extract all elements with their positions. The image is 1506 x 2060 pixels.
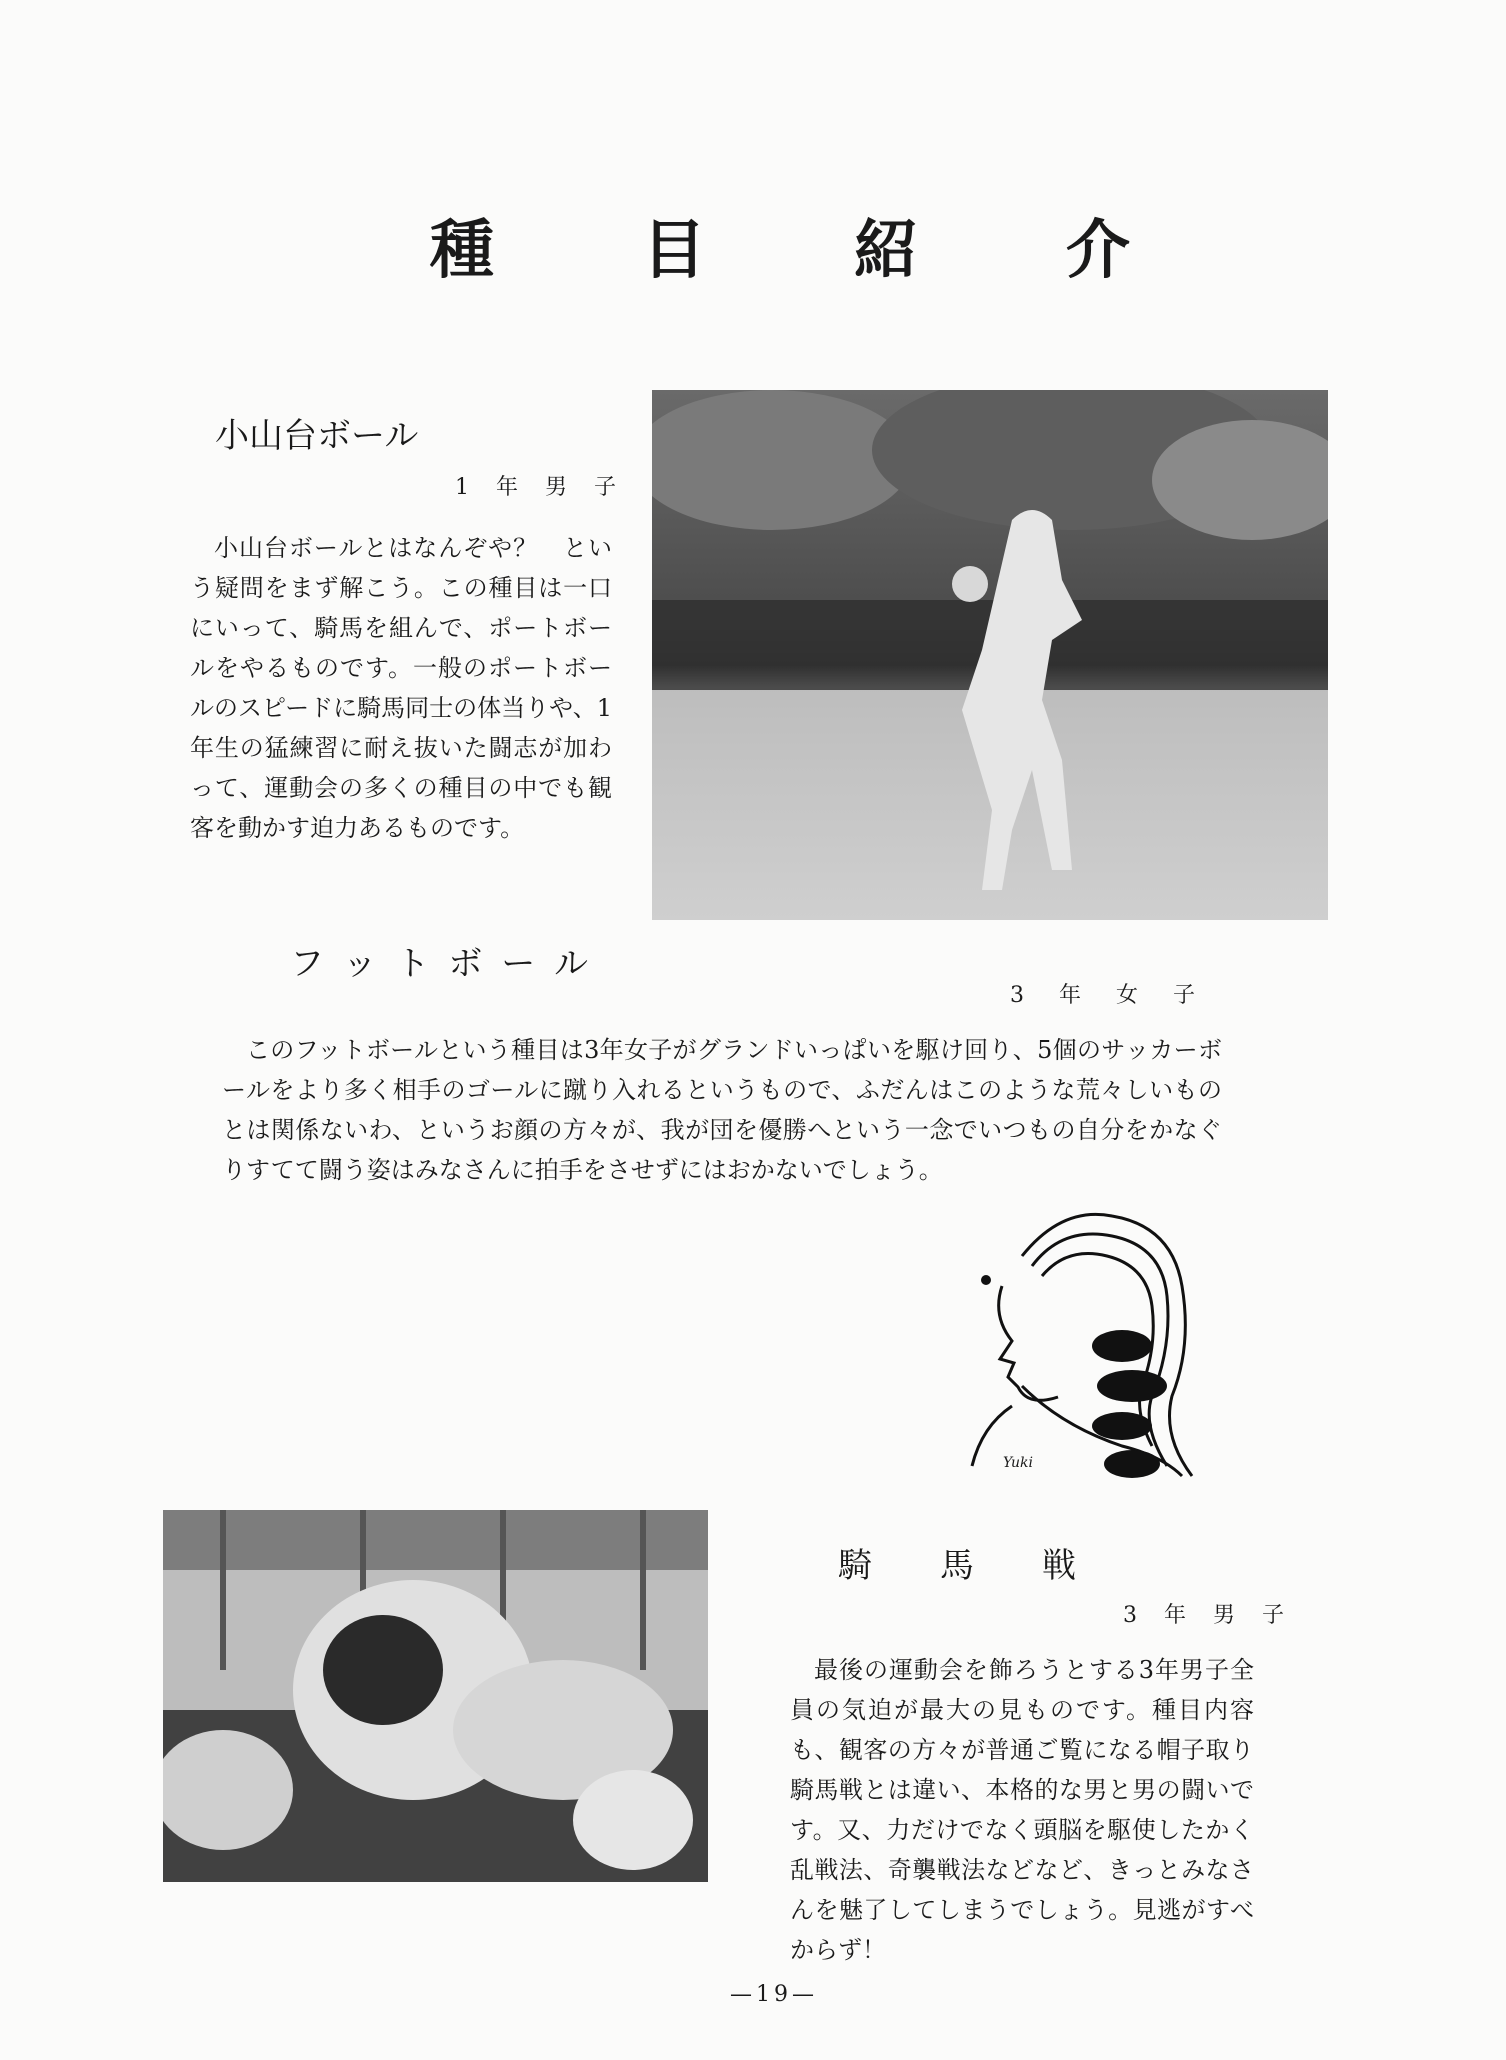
kibasen-photo [163, 1510, 708, 1882]
page-title-char: 介 [1066, 213, 1130, 288]
illustration-signature: Yuki [1003, 1455, 1034, 1471]
page-title-char: 目 [642, 213, 706, 288]
koyamadai-ball-grade: 1 年 男 子 [455, 475, 626, 500]
page-title [430, 200, 1130, 290]
page-title-char: 紹 [854, 213, 918, 288]
koyamadai-ball-photo [652, 390, 1328, 920]
football-grade: 3 年 女 子 [1010, 983, 1209, 1008]
football-body: このフットボールという種目は3年女子がグランドいっぱいを駆け回り、5個のサッカーボールをより多く相手のゴールに蹴り入れるというもので、ふだんはこのような荒々しいものとは関係ないわ、というお顔の方々が、我が団を優勝へという一念でいつもの自分をかなぐりすてて闘う姿はみなさんに拍手をさせずにはおかないでしょう。 [222, 1036, 1222, 1184]
kibasen-grade: 3 年 男 子 [1123, 1603, 1294, 1628]
football-title: フ ッ ト ボ ー ル [290, 944, 593, 984]
page-title-char: 種 [430, 213, 494, 288]
page-number: —19— [730, 1982, 818, 2007]
koyamadai-ball-body: 小山台ボールとはなんぞや？ という疑問をまず解こう。この種目は一口にいって、騎馬を組んで、ポートボールをやるものです。一般のポートボールのスピードに騎馬同士の体当りや、1年生の猛練習に耐え抜いた闘志が加わって、運動会の多くの種目の中でも観客を動かす迫力あるものです。 [190, 534, 612, 842]
koyamadai-ball-title: 小山台ボール [215, 416, 419, 456]
kibasen-title: 騎 馬 戦 [838, 1546, 1076, 1586]
woman-profile-illustration [962, 1196, 1212, 1496]
kibasen-body: 最後の運動会を飾ろうとする3年男子全員の気迫が最大の見ものです。種目内容も、観客の方々が普通ご覧になる帽子取り騎馬戦とは違い、本格的な男と男の闘いです。又、力だけでなく頭脳を駆使したかく乱戦法、奇襲戦法などなど、きっとみなさんを魅了してしまうでしょう。見逃がすべからず！ [790, 1656, 1254, 1964]
